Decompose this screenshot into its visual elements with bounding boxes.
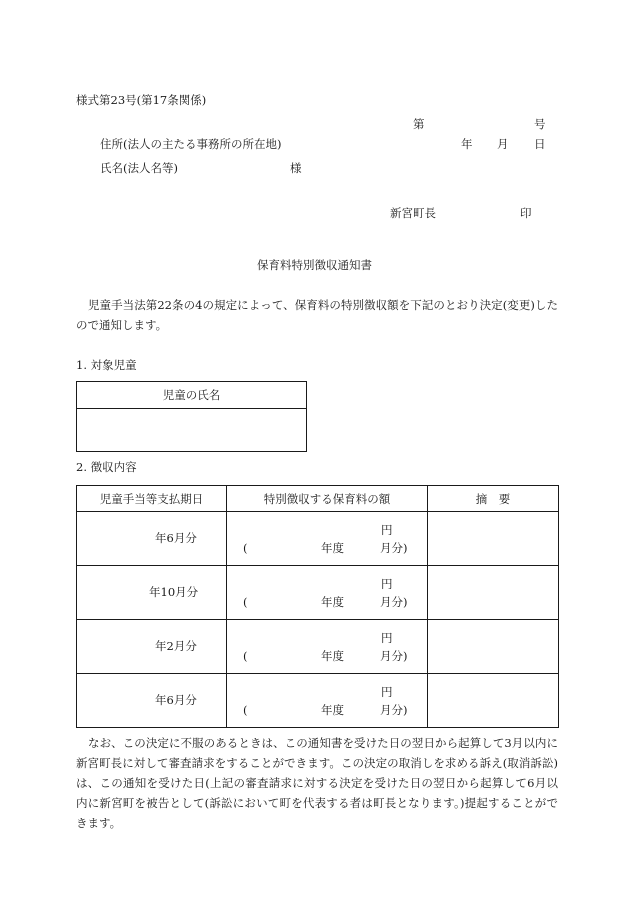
month-label: 月分) — [380, 595, 408, 609]
table-row — [77, 674, 559, 728]
name-label: 氏名(法人名等) — [100, 161, 178, 175]
period-cell — [77, 512, 227, 566]
section2-heading: 2. 徴収内容 — [76, 460, 137, 474]
month-label: 月分) — [380, 649, 408, 663]
child-table — [76, 381, 307, 452]
paren-open: ( — [243, 595, 248, 609]
table-row — [77, 566, 559, 620]
month-label: 月分) — [380, 541, 408, 555]
fiscal-year-label: 年度 — [321, 649, 344, 663]
yen-unit: 円 — [381, 685, 393, 699]
remarks-cell[interactable] — [428, 566, 559, 620]
remarks-cell[interactable] — [428, 620, 559, 674]
form-number: 様式第23号(第17条関係) — [76, 93, 207, 107]
honorific: 様 — [290, 161, 302, 175]
table-row — [77, 620, 559, 674]
remarks-cell[interactable] — [428, 512, 559, 566]
table-row — [77, 512, 559, 566]
seal-mark: 印 — [520, 206, 532, 220]
paren-open: ( — [243, 703, 248, 717]
yen-unit: 円 — [381, 631, 393, 645]
intro-paragraph: 児童手当法第22条の4の規定によって、保育料の特別徴収額を下記のとおり決定(変更)したので通知します。 — [76, 298, 558, 332]
issuer-title: 新宮町長 — [390, 206, 436, 220]
address-label: 住所(法人の主たる事務所の所在地) — [100, 137, 282, 151]
collection-table — [76, 485, 559, 728]
amount-cell[interactable] — [227, 620, 428, 674]
period-cell — [77, 566, 227, 620]
child-name-cell[interactable] — [77, 409, 307, 452]
yen-unit: 円 — [381, 523, 393, 537]
child-name-header: 児童の氏名 — [77, 382, 307, 409]
header-payment-date: 児童手当等支払期日 — [77, 486, 227, 512]
amount-cell[interactable] — [227, 512, 428, 566]
period-label: 年6月分 — [155, 531, 197, 545]
fiscal-year-label: 年度 — [321, 703, 344, 717]
month-label: 月分) — [380, 703, 408, 717]
period-cell — [77, 620, 227, 674]
fiscal-year-label: 年度 — [321, 541, 344, 555]
paren-open: ( — [243, 541, 248, 555]
amount-cell[interactable] — [227, 674, 428, 728]
yen-unit: 円 — [381, 577, 393, 591]
period-label: 年6月分 — [155, 693, 197, 707]
fiscal-year-label: 年度 — [321, 595, 344, 609]
date-year: 年 — [461, 137, 473, 151]
header-fee-amount: 特別徴収する保育料の額 — [227, 486, 428, 512]
period-label: 年2月分 — [155, 639, 197, 653]
remarks-cell[interactable] — [428, 674, 559, 728]
document-title: 保育料特別徴収通知書 — [257, 258, 372, 272]
doc-number-suffix: 号 — [534, 117, 546, 131]
date-day: 日 — [534, 137, 546, 151]
paren-open: ( — [243, 649, 248, 663]
header-remarks: 摘 要 — [428, 486, 559, 512]
section1-heading: 1. 対象児童 — [76, 358, 137, 372]
period-label: 年10月分 — [149, 585, 199, 599]
date-month: 月 — [497, 137, 509, 151]
notice-paragraph: なお、この決定に不服のあるときは、この通知書を受けた日の翌日から起算して3月以内に新宮町長に対して審査請求をすることができます。この決定の取消しを求める訴え(取消訴訟)は、この通知を受けた日(上記の審査請求に対する決定を受けた日の翌日から起算して6月以内に新宮町を被告として(訴訟において町を代表する者は町長となります。)提起することができます。 — [76, 736, 558, 830]
doc-number-prefix: 第 — [413, 117, 425, 131]
period-cell — [77, 674, 227, 728]
amount-cell[interactable] — [227, 566, 428, 620]
